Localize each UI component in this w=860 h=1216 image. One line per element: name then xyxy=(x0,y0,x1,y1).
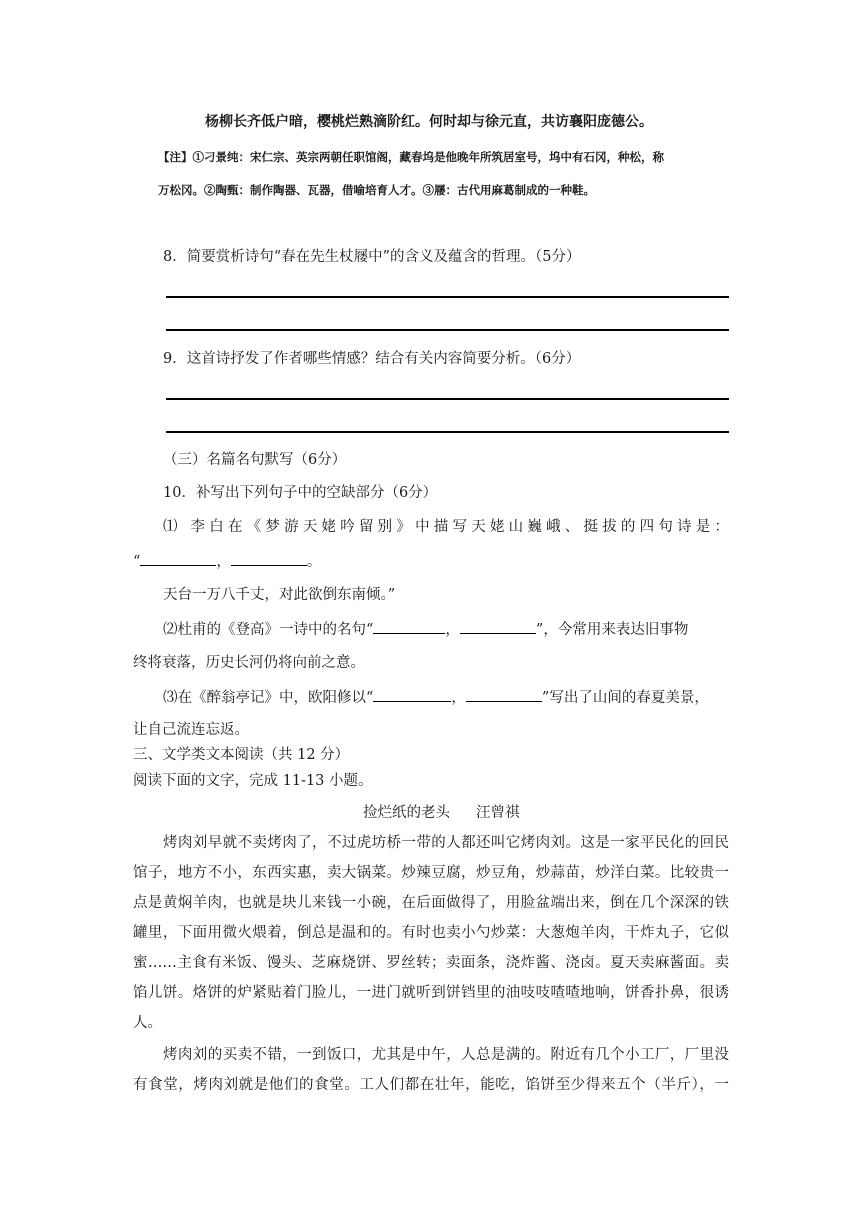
note-line-1: 【注】①刁景纯：宋仁宗、英宗两朝任职馆阁，藏春坞是他晚年所筑居室号，坞中有石冈，种松，称 xyxy=(158,150,664,164)
article-p2-line: 有食堂，烤肉刘就是他们的食堂。工人们都在壮年，能吃，馅饼至少得来五个（半斤），一 xyxy=(133,1077,729,1093)
answer-line[interactable] xyxy=(166,329,729,331)
article-author: 汪曾祺 xyxy=(476,805,520,821)
fill-blank[interactable] xyxy=(140,551,216,566)
article-p1-line: 馅儿饼。烙饼的炉紧贴着门脸儿，一进门就听到饼铛里的油吱吱喳喳地响，饼香扑鼻，很诱 xyxy=(133,985,729,1001)
article-p1-line: 蜜……主食有米饭、馒头、芝麻烧饼、罗丝转；卖面条，浇炸酱、浇卤。夏天卖麻酱面。卖 xyxy=(133,955,729,971)
part3-instruction: 阅读下面的文字，完成 11-13 小题。 xyxy=(133,773,373,789)
fill-blank[interactable] xyxy=(373,619,445,634)
fill-blank[interactable] xyxy=(373,687,451,702)
answer-line[interactable] xyxy=(166,398,729,400)
section-title-famous-lines: （三）名篇名句默写（6分） xyxy=(163,452,347,468)
q10-part3-line2: 让自己流连忘返。 xyxy=(133,722,249,738)
q10-part3-line1: ⑶在《醉翁亭记》中，欧阳修以“ ， ”写出了山间的春夏美景， xyxy=(163,687,709,708)
question-8: 8．简要赏析诗句“春在先生杖屦中”的含义及蕴含的哲理。（5分） xyxy=(163,249,581,265)
article-p1-line: 人。 xyxy=(133,1015,162,1031)
answer-line[interactable] xyxy=(166,431,729,433)
fill-blank[interactable] xyxy=(466,687,542,702)
fill-blank[interactable] xyxy=(460,619,536,634)
question-9: 9．这首诗抒发了作者哪些情感？结合有关内容简要分析。（6分） xyxy=(163,351,581,367)
article-p1-line: 罐里，下面用微火煨着，倒总是温和的。有时也卖小勺炒菜：大葱炮羊肉，干炸丸子，它似 xyxy=(133,925,729,941)
answer-line[interactable] xyxy=(166,296,729,298)
fill-blank[interactable] xyxy=(231,551,307,566)
q10-part1-line1: ⑴ 李白在《梦游天姥吟留别》中描写天姥山巍峨、挺拔的四句诗是： xyxy=(163,519,729,535)
q10-part2-line2: 终将衰落，历史长河仍将向前之意。 xyxy=(133,655,365,671)
article-p2-line: 烤肉刘的买卖不错，一到饭口，尤其是中午，人总是满的。附近有几个小工厂，厂里没 xyxy=(163,1047,729,1063)
q10-part1-line2: “ ， 。 xyxy=(133,551,321,572)
poem-line: 杨柳长齐低户暗，樱桃烂熟滴阶红。何时却与徐元直，共访襄阳庞德公。 xyxy=(205,114,653,130)
q10-part2-line1: ⑵杜甫的《登高》一诗中的名句“ ， ”，今常用来表达旧事物 xyxy=(163,619,688,640)
note-line-2: 万松冈。②陶甄：制作陶器、瓦器，借喻培育人才。③屦：古代用麻葛制成的一种鞋。 xyxy=(158,183,595,197)
article-title: 捡烂纸的老头 汪曾祺 xyxy=(363,805,520,821)
part3-title: 三、文学类文本阅读（共 12 分） xyxy=(133,747,350,763)
q10-part1-line3: 天台一万八千丈，对此欲倒东南倾。” xyxy=(163,587,396,603)
question-10: 10．补写出下列句子中的空缺部分（6分） xyxy=(163,485,438,501)
article-p1-line: 馆子，地方不小，东西实惠，卖大锅菜。炒辣豆腐，炒豆角，炒蒜苗，炒洋白菜。比较贵一 xyxy=(133,865,729,881)
article-p1-line: 点是黄焖羊肉，也就是块儿来钱一小碗，在后面做得了，用脸盆端出来，倒在几个深深的铁 xyxy=(133,895,729,911)
article-p1-line: 烤肉刘早就不卖烤肉了，不过虎坊桥一带的人都还叫它烤肉刘。这是一家平民化的回民 xyxy=(163,835,729,851)
